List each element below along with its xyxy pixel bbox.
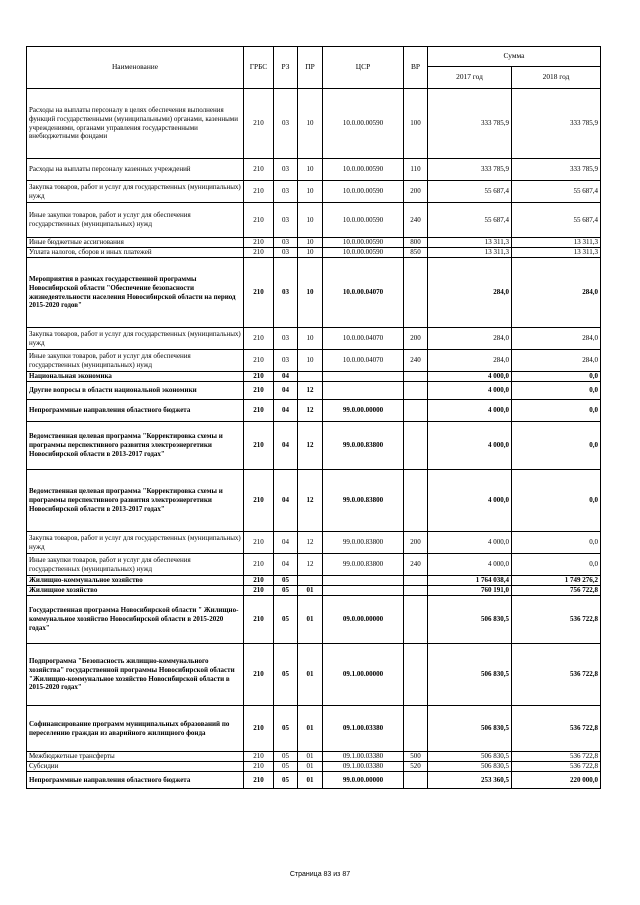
cell-vr — [404, 644, 428, 706]
cell-name: Иные закупки товаров, работ и услуг для обеспечения государственных (муниципальных) нужд — [27, 350, 244, 372]
table-row — [27, 752, 601, 762]
table-row — [27, 772, 601, 789]
cell-rz: 04 — [274, 372, 298, 382]
cell-y2018: 536 722,8 — [512, 596, 601, 644]
cell-y2018: 284,0 — [512, 328, 601, 350]
cell-y2018: 55 687,4 — [512, 181, 601, 203]
cell-y2017: 506 830,5 — [428, 752, 512, 762]
cell-vr: 200 — [404, 532, 428, 554]
table-row — [27, 203, 601, 238]
table-row — [27, 554, 601, 576]
cell-csr: 10.0.00.04070 — [323, 258, 404, 328]
cell-csr: 99.0.00.00000 — [323, 400, 404, 422]
cell-y2018: 220 000,0 — [512, 772, 601, 789]
table-row — [27, 470, 601, 532]
cell-name: Государственная программа Новосибирской области " Жилищно-коммунальное хозяйство Новосибирской области в 2015-2020 годах" — [27, 596, 244, 644]
cell-y2017: 284,0 — [428, 350, 512, 372]
cell-grbs: 210 — [244, 328, 274, 350]
cell-pr: 10 — [298, 181, 323, 203]
cell-name: Жилищно-коммунальное хозяйство — [27, 576, 244, 586]
cell-csr: 10.0.00.00590 — [323, 89, 404, 159]
cell-grbs: 210 — [244, 576, 274, 586]
cell-grbs: 210 — [244, 470, 274, 532]
cell-csr: 09.0.00.00000 — [323, 596, 404, 644]
cell-vr: 500 — [404, 752, 428, 762]
cell-pr: 12 — [298, 422, 323, 470]
cell-csr — [323, 382, 404, 400]
cell-grbs: 210 — [244, 238, 274, 248]
cell-y2017: 4 000,0 — [428, 532, 512, 554]
cell-csr: 99.0.00.83800 — [323, 470, 404, 532]
cell-name: Жилищное хозяйство — [27, 586, 244, 596]
cell-y2018: 536 722,8 — [512, 644, 601, 706]
cell-rz: 03 — [274, 258, 298, 328]
cell-grbs: 210 — [244, 644, 274, 706]
cell-name: Уплата налогов, сборов и иных платежей — [27, 248, 244, 258]
cell-y2018: 0,0 — [512, 470, 601, 532]
cell-pr: 10 — [298, 350, 323, 372]
cell-pr: 10 — [298, 159, 323, 181]
cell-y2018: 284,0 — [512, 350, 601, 372]
cell-vr — [404, 596, 428, 644]
cell-name: Закупка товаров, работ и услуг для государственных (муниципальных) нужд — [27, 532, 244, 554]
cell-vr: 200 — [404, 328, 428, 350]
cell-y2017: 506 830,5 — [428, 706, 512, 752]
table-row — [27, 248, 601, 258]
cell-csr: 10.0.00.00590 — [323, 159, 404, 181]
cell-y2018: 0,0 — [512, 554, 601, 576]
cell-y2018: 333 785,9 — [512, 89, 601, 159]
cell-y2017: 1 764 038,4 — [428, 576, 512, 586]
cell-grbs: 210 — [244, 258, 274, 328]
cell-pr: 10 — [298, 248, 323, 258]
cell-name: Непрограммные направления областного бюджета — [27, 400, 244, 422]
budget-table — [26, 46, 601, 789]
cell-grbs: 210 — [244, 400, 274, 422]
cell-pr: 01 — [298, 706, 323, 752]
cell-y2017: 284,0 — [428, 258, 512, 328]
cell-vr — [404, 382, 428, 400]
cell-vr — [404, 576, 428, 586]
table-row — [27, 596, 601, 644]
cell-y2017: 4 000,0 — [428, 554, 512, 576]
cell-y2018: 756 722,8 — [512, 586, 601, 596]
cell-csr: 10.0.00.00590 — [323, 238, 404, 248]
cell-rz: 03 — [274, 350, 298, 372]
table-header — [27, 47, 601, 89]
cell-y2017: 13 311,3 — [428, 238, 512, 248]
header-rz: РЗ — [274, 47, 298, 89]
cell-y2018: 0,0 — [512, 532, 601, 554]
cell-vr — [404, 422, 428, 470]
cell-csr: 10.0.00.00590 — [323, 248, 404, 258]
cell-name: Софинансирование программ муниципальных образований по переселению граждан из аварийного жилищного фонда — [27, 706, 244, 752]
cell-y2018: 284,0 — [512, 258, 601, 328]
cell-name: Подпрограмма "Безопасность жилищно-коммунального хозяйства" государственной программы Новосибирской области "Жилищно-коммунальное хозяйство Новосибирской области в 2015-2020 годах" — [27, 644, 244, 706]
cell-y2017: 333 785,9 — [428, 89, 512, 159]
cell-grbs: 210 — [244, 706, 274, 752]
table-row — [27, 576, 601, 586]
cell-name: Расходы на выплаты персоналу в целях обеспечения выполнения функций государственными (муниципальными) органами, казенными учреждениями, органами управления государственными внебюджетными фондами — [27, 89, 244, 159]
cell-pr — [298, 372, 323, 382]
cell-name: Расходы на выплаты персоналу казенных учреждений — [27, 159, 244, 181]
cell-y2018: 536 722,8 — [512, 762, 601, 772]
cell-name: Иные закупки товаров, работ и услуг для обеспечения государственных (муниципальных) нужд — [27, 203, 244, 238]
cell-pr: 01 — [298, 752, 323, 762]
cell-pr: 12 — [298, 532, 323, 554]
cell-rz: 04 — [274, 532, 298, 554]
cell-name: Межбюджетные трансферты — [27, 752, 244, 762]
table-row — [27, 89, 601, 159]
table-row — [27, 586, 601, 596]
cell-vr: 240 — [404, 554, 428, 576]
cell-y2017: 333 785,9 — [428, 159, 512, 181]
cell-pr: 12 — [298, 382, 323, 400]
cell-csr — [323, 576, 404, 586]
cell-grbs: 210 — [244, 372, 274, 382]
cell-rz: 03 — [274, 238, 298, 248]
cell-vr: 200 — [404, 181, 428, 203]
cell-csr: 10.0.00.00590 — [323, 181, 404, 203]
table-row — [27, 422, 601, 470]
cell-y2018: 13 311,3 — [512, 248, 601, 258]
cell-vr: 240 — [404, 350, 428, 372]
cell-name: Иные бюджетные ассигнования — [27, 238, 244, 248]
table-row — [27, 400, 601, 422]
cell-pr: 01 — [298, 762, 323, 772]
cell-pr: 10 — [298, 89, 323, 159]
cell-grbs: 210 — [244, 554, 274, 576]
header-vr: ВР — [404, 47, 428, 89]
cell-rz: 04 — [274, 554, 298, 576]
cell-grbs: 210 — [244, 350, 274, 372]
cell-rz: 05 — [274, 576, 298, 586]
header-2018: 2018 год — [512, 67, 601, 89]
table-row — [27, 706, 601, 752]
table-row — [27, 258, 601, 328]
header-grbs: ГРБС — [244, 47, 274, 89]
cell-y2017: 4 000,0 — [428, 372, 512, 382]
cell-grbs: 210 — [244, 752, 274, 762]
cell-y2018: 0,0 — [512, 372, 601, 382]
cell-pr: 01 — [298, 644, 323, 706]
cell-y2017: 4 000,0 — [428, 422, 512, 470]
cell-grbs: 210 — [244, 422, 274, 470]
cell-y2018: 1 749 276,2 — [512, 576, 601, 586]
cell-y2017: 4 000,0 — [428, 382, 512, 400]
cell-y2018: 0,0 — [512, 382, 601, 400]
cell-grbs: 210 — [244, 762, 274, 772]
cell-pr: 10 — [298, 328, 323, 350]
cell-pr: 10 — [298, 238, 323, 248]
cell-y2017: 506 830,5 — [428, 596, 512, 644]
cell-grbs: 210 — [244, 181, 274, 203]
cell-csr: 99.0.00.83800 — [323, 554, 404, 576]
cell-rz: 05 — [274, 706, 298, 752]
header-2017: 2017 год — [428, 67, 512, 89]
cell-vr — [404, 372, 428, 382]
cell-csr — [323, 586, 404, 596]
cell-rz: 03 — [274, 181, 298, 203]
cell-vr: 850 — [404, 248, 428, 258]
cell-rz: 04 — [274, 400, 298, 422]
cell-name: Закупка товаров, работ и услуг для государственных (муниципальных) нужд — [27, 181, 244, 203]
cell-y2018: 333 785,9 — [512, 159, 601, 181]
cell-name: Мероприятия в рамках государственной программы Новосибирской области "Обеспечение безопасности жизнедеятельности населения Новосибирской области на период 2015-2020 годов" — [27, 258, 244, 328]
cell-pr: 12 — [298, 554, 323, 576]
cell-grbs: 210 — [244, 772, 274, 789]
cell-csr: 10.0.00.04070 — [323, 350, 404, 372]
cell-vr — [404, 258, 428, 328]
cell-vr — [404, 400, 428, 422]
cell-rz: 05 — [274, 752, 298, 762]
cell-rz: 05 — [274, 586, 298, 596]
cell-rz: 03 — [274, 89, 298, 159]
cell-vr: 800 — [404, 238, 428, 248]
cell-name: Субсидии — [27, 762, 244, 772]
cell-grbs: 210 — [244, 596, 274, 644]
cell-rz: 05 — [274, 762, 298, 772]
cell-name: Непрограммные направления областного бюджета — [27, 772, 244, 789]
cell-vr: 520 — [404, 762, 428, 772]
table-row — [27, 372, 601, 382]
cell-grbs: 210 — [244, 159, 274, 181]
cell-name: Другие вопросы в области национальной экономики — [27, 382, 244, 400]
cell-name: Национальная экономика — [27, 372, 244, 382]
table-row — [27, 644, 601, 706]
cell-csr — [323, 372, 404, 382]
cell-pr: 12 — [298, 400, 323, 422]
cell-grbs: 210 — [244, 248, 274, 258]
cell-pr: 01 — [298, 772, 323, 789]
cell-pr: 01 — [298, 596, 323, 644]
page-footer: Страница 83 из 87 — [289, 871, 351, 878]
table-row — [27, 181, 601, 203]
cell-y2017: 760 191,0 — [428, 586, 512, 596]
cell-rz: 03 — [274, 203, 298, 238]
table-row — [27, 762, 601, 772]
header-name: Наименование — [27, 47, 244, 89]
cell-pr: 12 — [298, 470, 323, 532]
table-row — [27, 159, 601, 181]
cell-vr — [404, 586, 428, 596]
table-row — [27, 532, 601, 554]
cell-rz: 04 — [274, 422, 298, 470]
cell-rz: 05 — [274, 596, 298, 644]
table-body — [27, 89, 601, 789]
cell-pr: 01 — [298, 586, 323, 596]
cell-y2018: 13 311,3 — [512, 238, 601, 248]
cell-rz: 03 — [274, 328, 298, 350]
cell-y2017: 55 687,4 — [428, 203, 512, 238]
cell-csr: 10.0.00.04070 — [323, 328, 404, 350]
cell-vr — [404, 470, 428, 532]
cell-csr: 09.1.00.00000 — [323, 644, 404, 706]
cell-vr: 240 — [404, 203, 428, 238]
cell-name: Ведомственная целевая программа "Корректировка схемы и программы перспективного развития электроэнергетики Новосибирской области в 2013-2017 годах" — [27, 470, 244, 532]
cell-rz: 04 — [274, 470, 298, 532]
cell-y2018: 0,0 — [512, 422, 601, 470]
table-row — [27, 382, 601, 400]
cell-y2017: 506 830,5 — [428, 762, 512, 772]
cell-rz: 05 — [274, 772, 298, 789]
table-row — [27, 328, 601, 350]
cell-y2018: 536 722,8 — [512, 706, 601, 752]
cell-grbs: 210 — [244, 532, 274, 554]
cell-grbs: 210 — [244, 586, 274, 596]
header-sum: Сумма — [428, 47, 601, 67]
header-pr: ПР — [298, 47, 323, 89]
cell-y2017: 55 687,4 — [428, 181, 512, 203]
cell-y2017: 284,0 — [428, 328, 512, 350]
cell-rz: 05 — [274, 644, 298, 706]
cell-csr: 99.0.00.83800 — [323, 532, 404, 554]
cell-grbs: 210 — [244, 89, 274, 159]
cell-vr — [404, 772, 428, 789]
cell-name: Закупка товаров, работ и услуг для государственных (муниципальных) нужд — [27, 328, 244, 350]
cell-y2017: 4 000,0 — [428, 470, 512, 532]
cell-name: Ведомственная целевая программа "Корректировка схемы и программы перспективного развития электроэнергетики Новосибирской области в 2013-2017 годах" — [27, 422, 244, 470]
cell-y2017: 506 830,5 — [428, 644, 512, 706]
header-csr: ЦСР — [323, 47, 404, 89]
cell-y2017: 4 000,0 — [428, 400, 512, 422]
table-row — [27, 238, 601, 248]
cell-rz: 03 — [274, 248, 298, 258]
cell-y2017: 253 360,5 — [428, 772, 512, 789]
cell-pr — [298, 576, 323, 586]
cell-y2017: 13 311,3 — [428, 248, 512, 258]
cell-vr — [404, 706, 428, 752]
cell-name: Иные закупки товаров, работ и услуг для обеспечения государственных (муниципальных) нужд — [27, 554, 244, 576]
table-row — [27, 350, 601, 372]
cell-pr: 10 — [298, 258, 323, 328]
cell-csr: 09.1.00.03380 — [323, 762, 404, 772]
cell-vr: 110 — [404, 159, 428, 181]
cell-csr: 09.1.00.03380 — [323, 706, 404, 752]
cell-grbs: 210 — [244, 382, 274, 400]
cell-pr: 10 — [298, 203, 323, 238]
cell-y2018: 55 687,4 — [512, 203, 601, 238]
cell-rz: 04 — [274, 382, 298, 400]
cell-vr: 100 — [404, 89, 428, 159]
cell-csr: 99.0.00.00000 — [323, 772, 404, 789]
cell-csr: 10.0.00.00590 — [323, 203, 404, 238]
cell-csr: 09.1.00.03380 — [323, 752, 404, 762]
cell-grbs: 210 — [244, 203, 274, 238]
cell-y2018: 0,0 — [512, 400, 601, 422]
cell-rz: 03 — [274, 159, 298, 181]
cell-csr: 99.0.00.83800 — [323, 422, 404, 470]
cell-y2018: 536 722,8 — [512, 752, 601, 762]
